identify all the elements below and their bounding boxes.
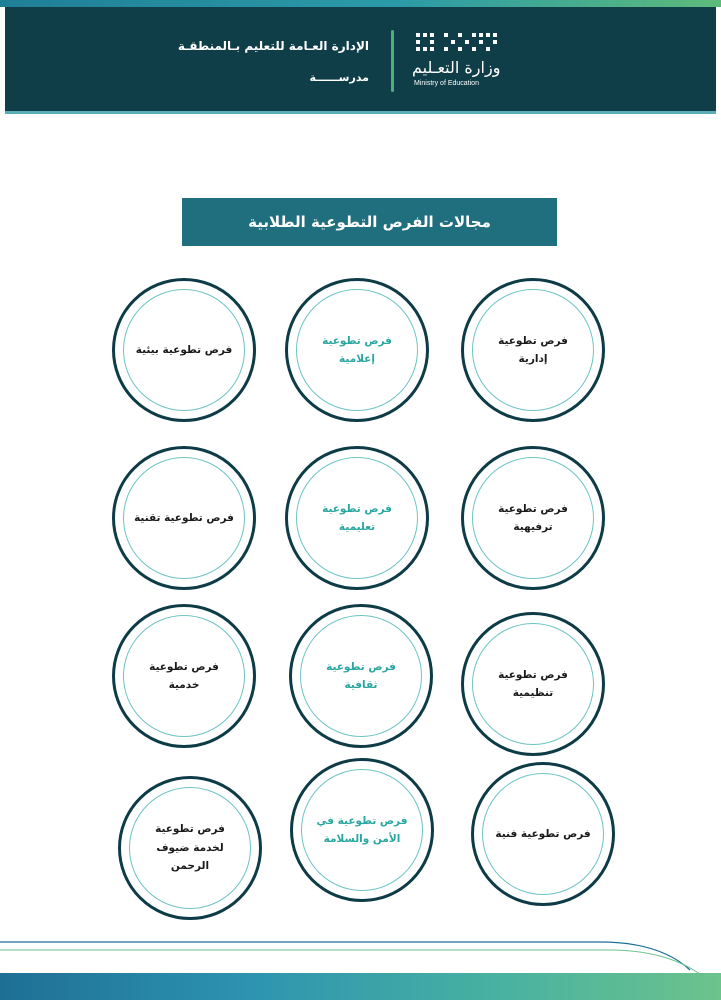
footer-gradient-bar	[0, 973, 721, 1000]
opportunity-circle-educational	[285, 446, 429, 590]
opportunity-circle-technical	[112, 446, 256, 590]
opportunity-label: فرص تطوعية إدارية	[498, 334, 568, 365]
footer-decorative-lines	[0, 930, 721, 975]
opportunity-circle-administrative	[461, 278, 605, 422]
opportunity-label: فرص تطوعية خدمية	[149, 660, 219, 691]
opportunity-label: فرص تطوعية لخدمة ضيوف الرحمن	[155, 823, 225, 873]
opportunity-circle-cultural	[289, 604, 433, 748]
section-title-box	[182, 198, 557, 246]
opportunity-label: فرص تطوعية فنية	[495, 827, 591, 840]
page-header	[5, 7, 716, 113]
opportunity-label: فرص تطوعية تقنية	[134, 511, 234, 524]
opportunity-circle-artistic	[471, 762, 615, 906]
opportunity-label: فرص تطوعية ترفيهية	[498, 502, 568, 533]
section-title: مجالات الفرص التطوعية الطلابية	[248, 213, 491, 231]
department-name: الإدارة العـامة للتعليم بـالمنطقـة	[177, 39, 369, 53]
ministry-name-arabic: وزارة التعـليم	[412, 58, 501, 77]
opportunity-label: فرص تطوعية بيئية	[135, 343, 233, 356]
opportunity-label: فرص تطوعية في الأمن والسلامة	[316, 814, 408, 845]
school-name: مدرســــــة	[309, 71, 369, 84]
opportunity-circle-media	[285, 278, 429, 422]
opportunity-circle-service	[112, 604, 256, 748]
opportunity-circle-pilgrims-service	[118, 776, 262, 920]
opportunity-label: فرص تطوعية تنظيمية	[498, 668, 568, 699]
top-gradient-stripe	[0, 0, 721, 7]
header-divider	[391, 30, 394, 92]
header-accent-line	[5, 111, 716, 114]
ministry-logo-icon	[414, 31, 498, 55]
opportunity-circle-environmental	[112, 278, 256, 422]
opportunity-label: فرص تطوعية تعليمية	[322, 502, 392, 533]
opportunity-label: فرص تطوعية ثقافية	[326, 660, 396, 691]
ministry-name-english: Ministry of Education	[414, 80, 479, 87]
opportunity-circle-organizational	[461, 612, 605, 756]
opportunity-label: فرص تطوعية إعلامية	[322, 334, 392, 365]
opportunity-circle-security-safety	[290, 758, 434, 902]
opportunity-circle-recreational	[461, 446, 605, 590]
